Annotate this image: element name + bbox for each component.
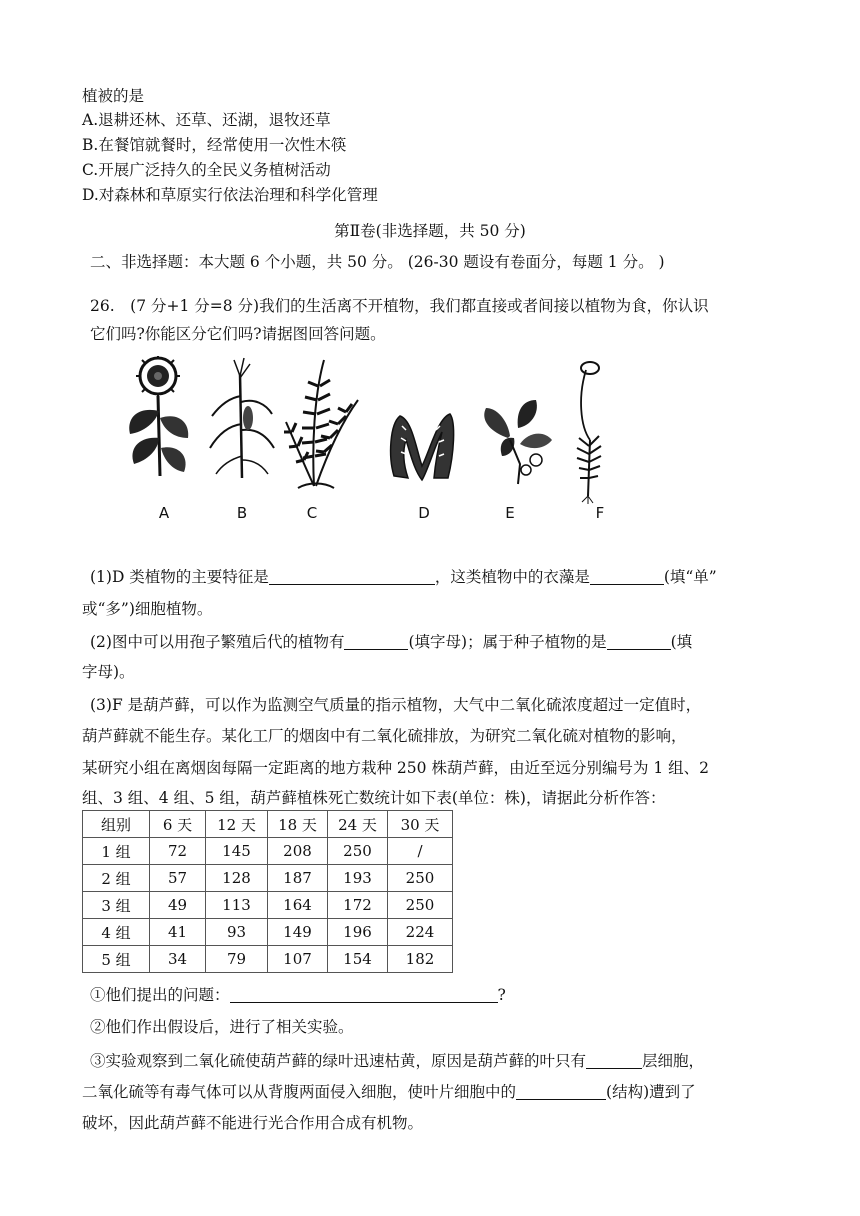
plant-figure (118, 356, 638, 524)
q26-sub2: ②他们作出假设后，进行了相关实验。 (90, 1018, 354, 1036)
figure-label-d: D (418, 504, 430, 522)
q26-part1-text-c: (填“单” (663, 568, 717, 586)
q26-part1-text-a: (1)D 类植物的主要特征是 (90, 568, 269, 586)
section-instruction: 二、非选择题：本大题 6 个小题，共 50 分。 (26-30 题设有卷面分，每题 1 分。 ) (90, 253, 665, 271)
q26-stem-line2: 它们吗?你能区分它们吗?请据图回答问题。 (90, 325, 386, 343)
table-cell: 113 (206, 892, 268, 919)
table-cell: 164 (268, 892, 328, 919)
moss-illustration (577, 362, 601, 504)
table-row (83, 919, 453, 946)
table-cell: 182 (388, 946, 453, 973)
table-cell: 149 (268, 919, 328, 946)
table-row (83, 838, 453, 865)
q26-part2-line2: 字母)。 (82, 663, 135, 681)
table-cell: 5 组 (83, 946, 150, 973)
table-header: 30 天 (388, 811, 453, 838)
table-cell: 154 (328, 946, 388, 973)
table-cell: 224 (388, 919, 453, 946)
q26-part2-text-c: (填 (670, 633, 693, 651)
answer-blank-3[interactable] (344, 631, 408, 650)
table-cell: 49 (150, 892, 206, 919)
table-cell: 250 (328, 838, 388, 865)
q26-sub3-text-a: ③实验观察到二氧化硫使葫芦藓的绿叶迅速枯黄，原因是葫芦藓的叶只有 (90, 1052, 587, 1070)
table-cell: 3 组 (83, 892, 150, 919)
figure-label-e: E (505, 504, 515, 522)
q26-sub3-text-b: 层细胞， (642, 1052, 705, 1070)
q26-part2-text-a: (2)图中可以用孢子繁殖后代的植物有 (90, 633, 345, 651)
table-row (83, 892, 453, 919)
q26-sub1-text-a: ①他们提出的问题： (90, 986, 230, 1004)
table-cell: 57 (150, 865, 206, 892)
q26-sub3-line2 (82, 1080, 696, 1104)
table-header: 12 天 (206, 811, 268, 838)
table-cell: 93 (206, 919, 268, 946)
figure-label-c: C (306, 504, 318, 522)
table-cell: 250 (388, 892, 453, 919)
table-cell: 41 (150, 919, 206, 946)
table-cell: 2 组 (83, 865, 150, 892)
table-header: 6 天 (150, 811, 206, 838)
seaweed-illustration (391, 414, 454, 480)
moss-death-table (82, 810, 453, 973)
option-b: B.在餐馆就餐时，经常使用一次性木筷 (82, 136, 347, 154)
answer-blank-7[interactable] (516, 1081, 606, 1100)
table-cell: 145 (206, 838, 268, 865)
ginkgo-illustration (484, 400, 552, 484)
q26-part3-line1: (3)F 是葫芦藓，可以作为监测空气质量的指示植物，大气中二氧化硫浓度超过一定值时， (90, 696, 702, 714)
figure-label-a: A (158, 504, 170, 522)
table-cell: 72 (150, 838, 206, 865)
table-row (83, 865, 453, 892)
answer-blank-1[interactable] (269, 566, 435, 585)
q26-stem-line1: 26. (7 分+1 分=8 分)我们的生活离不开植物，我们都直接或者间接以植物为食，你认识 (90, 297, 709, 315)
q26-part2-line1 (90, 630, 692, 654)
figure-label-f: F (595, 504, 605, 522)
table-row (83, 946, 453, 973)
section-title: 第Ⅱ卷(非选择题，共 50 分) (334, 222, 526, 240)
q26-sub3-text-d: (结构)遭到了 (606, 1083, 696, 1101)
table-cell: 193 (328, 865, 388, 892)
table-cell: 196 (328, 919, 388, 946)
table-cell: 79 (206, 946, 268, 973)
table-cell: 187 (268, 865, 328, 892)
plant-illustrations (118, 356, 638, 524)
q26-sub1 (90, 983, 506, 1007)
table-cell: 107 (268, 946, 328, 973)
q26-part2-text-b: (填字母)；属于种子植物的是 (408, 633, 607, 651)
option-d: D.对森林和草原实行依法治理和科学化管理 (82, 186, 378, 204)
q26-sub1-text-b: ? (497, 986, 506, 1004)
q26-part1-line1 (90, 565, 717, 589)
table-cell: 34 (150, 946, 206, 973)
table-header: 18 天 (268, 811, 328, 838)
q26-part3-line2: 葫芦藓就不能生存。某化工厂的烟囱中有二氧化硫排放，为研究二氧化硫对植物的影响， (82, 727, 687, 745)
table-cell: / (388, 838, 453, 865)
figure-label-b: B (236, 504, 248, 522)
question-stem-tail: 植被的是 (82, 87, 145, 105)
table-cell: 1 组 (83, 838, 150, 865)
q26-sub3-line1 (90, 1049, 704, 1073)
table-header: 组别 (83, 811, 150, 838)
option-c: C.开展广泛持久的全民义务植树活动 (82, 161, 331, 179)
table-cell: 172 (328, 892, 388, 919)
q26-part1-line2: 或“多”)细胞植物。 (82, 600, 213, 618)
answer-blank-5[interactable] (230, 984, 498, 1003)
table-header-row (83, 811, 453, 838)
q26-sub3-text-c: 二氧化硫等有毒气体可以从背腹两面侵入细胞，使叶片细胞中的 (82, 1083, 517, 1101)
q26-part1-text-b: ，这类植物中的衣藻是 (434, 568, 590, 586)
q26-part3-line3: 某研究小组在离烟囱每隔一定距离的地方栽种 250 株葫芦藓，由近至远分别编号为 1 组、2 (82, 759, 710, 777)
answer-blank-6[interactable] (586, 1050, 642, 1069)
option-a: A.退耕还林、还草、还湖，退牧还草 (82, 111, 331, 129)
table-cell: 208 (268, 838, 328, 865)
q26-sub3-line3: 破坏，因此葫芦藓不能进行光合作用合成有机物。 (82, 1114, 424, 1132)
q26-part3-line4: 组、3 组、4 组、5 组，葫芦藓植株死亡数统计如下表(单位：株)，请据此分析作答： (82, 789, 666, 807)
table-cell: 4 组 (83, 919, 150, 946)
table-header: 24 天 (328, 811, 388, 838)
answer-blank-4[interactable] (607, 631, 671, 650)
sunflower-illustration (129, 356, 188, 476)
table-cell: 128 (206, 865, 268, 892)
corn-illustration (210, 358, 274, 478)
answer-blank-2[interactable] (590, 566, 664, 585)
table-cell: 250 (388, 865, 453, 892)
fern-illustration (284, 360, 358, 488)
